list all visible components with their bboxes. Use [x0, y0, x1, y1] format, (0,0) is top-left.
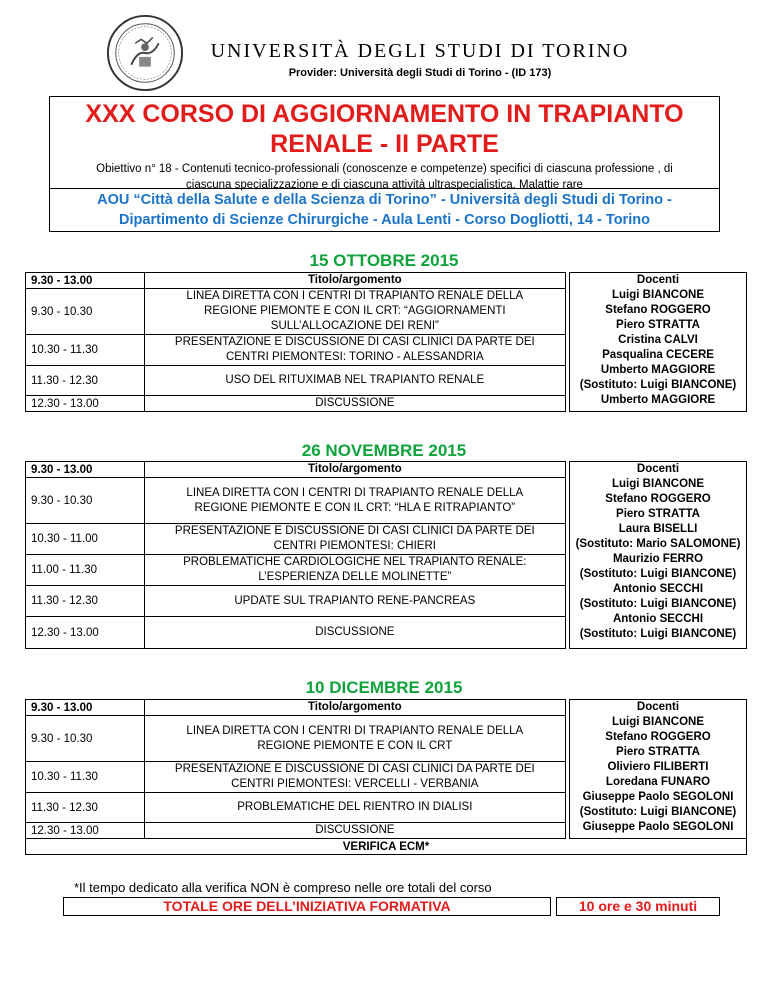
- row-topic: [144, 762, 565, 793]
- topic-line: L’ESPERIENZA DELLE MOLINETTE”: [258, 571, 452, 583]
- row-time: 10.30 - 11.30: [26, 762, 145, 793]
- topic-line: LINEA DIRETTA CON I CENTRI DI TRAPIANTO RENALE DELLA: [186, 486, 524, 499]
- topic-line: CENTRI PIEMONTESI: CHIERI: [273, 540, 436, 552]
- docent-name: Laura BISELLI: [618, 523, 698, 535]
- objective-line2: ciascuna specializzazione e di ciascuna attività ultraspecialistica. Malattie rare: [186, 179, 583, 191]
- topic-line: UPDATE SUL TRAPIANTO RENE-PANCREAS: [234, 594, 476, 607]
- row-time: 9.30 - 10.30: [26, 289, 145, 335]
- row-time: 9.30 - 10.30: [26, 716, 145, 762]
- course-location: [49, 188, 720, 232]
- row-time: 10.30 - 11.00: [26, 524, 145, 555]
- total-hours-label: TOTALE ORE DELL’INIZIATIVA FORMATIVA: [63, 897, 551, 916]
- header-docents: Docenti: [636, 463, 680, 475]
- provider-line: Provider: Università degli Studi di Torino - (ID 173): [288, 67, 552, 79]
- row-time: 12.30 - 13.00: [26, 396, 145, 412]
- header-topic: Titolo/argomento: [144, 462, 565, 478]
- objective-line1: Obiettivo n° 18 - Contenuti tecnico-professionali (conoscenze e competenze) specifici di ciascuna professione , di: [96, 163, 673, 175]
- docent-name: Stefano ROGGERO: [605, 731, 711, 743]
- docent-name: Piero STRATTA: [616, 319, 700, 331]
- topic-line: DISCUSSIONE: [315, 824, 395, 836]
- topic-line: DISCUSSIONE: [315, 397, 395, 409]
- docent-name: (Sostituto: Luigi BIANCONE): [579, 568, 737, 580]
- header-topic: Titolo/argomento: [144, 700, 565, 716]
- docent-name: (Sostituto: Luigi BIANCONE): [579, 379, 737, 391]
- table-header-row: [26, 273, 747, 289]
- course-title-line1: XXX CORSO DI AGGIORNAMENTO IN TRAPIANTO: [85, 100, 684, 128]
- topic-line: CENTRI PIEMONTESI: VERCELLI - VERBANIA: [231, 778, 479, 790]
- header-time: 9.30 - 13.00: [26, 462, 145, 478]
- docent-name: Antonio SECCHI: [612, 613, 704, 625]
- docent-name: Luigi BIANCONE: [612, 716, 704, 728]
- row-topic: [144, 716, 565, 762]
- docent-name: Pasqualina CECERE: [602, 349, 714, 361]
- docent-name: Giuseppe Paolo SEGOLONI: [582, 791, 734, 803]
- docent-name: Luigi BIANCONE: [612, 289, 704, 301]
- docent-name: Stefano ROGGERO: [605, 493, 711, 505]
- docent-name: Antonio SECCHI: [612, 583, 704, 595]
- verifica-row: [26, 839, 747, 855]
- docents-cell: [570, 462, 747, 649]
- docent-name: Stefano ROGGERO: [605, 304, 711, 316]
- topic-line: USO DEL RITUXIMAB NEL TRAPIANTO RENALE: [225, 374, 485, 386]
- row-topic: [144, 366, 565, 396]
- row-time: 11.30 - 12.30: [26, 366, 145, 396]
- topic-line: PRESENTAZIONE E DISCUSSIONE DI CASI CLINICI DA PARTE DEI: [174, 763, 535, 775]
- topic-line: CENTRI PIEMONTESI: TORINO - ALESSANDRIA: [225, 351, 484, 363]
- university-name: UNIVERSITÀ DEGLI STUDI DI TORINO: [210, 40, 630, 62]
- row-time: 10.30 - 11.30: [26, 335, 145, 366]
- topic-line: PRESENTAZIONE E DISCUSSIONE DI CASI CLINICI DA PARTE DEI: [174, 525, 535, 537]
- docent-name: Piero STRATTA: [616, 746, 700, 758]
- location-line2: Dipartimento di Scienze Chirurgiche - Aula Lenti - Corso Dogliotti, 14 - Torino: [119, 212, 650, 228]
- session-date: 15 OTTOBRE 2015: [309, 251, 459, 270]
- row-time: 11.30 - 12.30: [26, 586, 145, 617]
- footnote: *Il tempo dedicato alla verifica NON è compreso nelle ore totali del corso: [74, 880, 492, 895]
- topic-line: LINEA DIRETTA CON I CENTRI DI TRAPIANTO RENALE DELLA: [186, 290, 524, 302]
- docent-name: Giuseppe Paolo SEGOLONI: [582, 821, 734, 833]
- docent-name: (Sostituto: Luigi BIANCONE): [579, 598, 737, 610]
- topic-line: PRESENTAZIONE E DISCUSSIONE DI CASI CLINICI DA PARTE DEI: [174, 336, 535, 348]
- docent-name: Umberto MAGGIORE: [600, 364, 716, 376]
- row-time: 12.30 - 13.00: [26, 823, 145, 839]
- docent-name: Luigi BIANCONE: [612, 478, 704, 490]
- schedule-table: [25, 699, 747, 855]
- docent-name: Loredana FUNARO: [605, 776, 711, 788]
- row-topic: [144, 586, 565, 617]
- row-topic: [144, 617, 565, 649]
- table-header-row: [26, 462, 747, 478]
- header-time: 9.30 - 13.00: [26, 273, 145, 289]
- location-line1: AOU “Città della Salute e della Scienza di Torino” - Università degli Studi di Torino -: [97, 192, 672, 208]
- topic-line: LINEA DIRETTA CON I CENTRI DI TRAPIANTO RENALE DELLA: [186, 724, 524, 737]
- docent-name: (Sostituto: Luigi BIANCONE): [579, 628, 737, 640]
- header-docents: Docenti: [636, 701, 680, 713]
- row-topic: [144, 289, 565, 335]
- topic-line: REGIONE PIEMONTE E CON IL CRT: “HLA E RITRAPIANTO”: [194, 501, 516, 514]
- docent-name: Cristina CALVI: [618, 334, 698, 346]
- topic-line: PROBLEMATICHE DEL RIENTRO IN DIALISI: [237, 801, 473, 813]
- topic-line: PROBLEMATICHE CARDIOLOGICHE NEL TRAPIANTO RENALE:: [183, 556, 527, 568]
- row-topic: [144, 555, 565, 586]
- docents-cell: [570, 273, 747, 412]
- row-topic: [144, 478, 565, 524]
- row-topic: [144, 335, 565, 366]
- course-title-line2: RENALE - II PARTE: [270, 130, 499, 158]
- row-topic: [144, 823, 565, 839]
- row-time: 12.30 - 13.00: [26, 617, 145, 649]
- topic-line: REGIONE PIEMONTE E CON IL CRT: “AGGIORNAMENTI: [204, 305, 506, 317]
- schedule-table: [25, 461, 747, 649]
- university-seal-icon: [106, 14, 184, 92]
- schedule-table: [25, 272, 747, 412]
- docent-name: Oliviero FILIBERTI: [607, 761, 709, 773]
- row-topic: [144, 396, 565, 412]
- header-docents: Docenti: [636, 274, 680, 286]
- topic-line: SULL’ALLOCAZIONE DEI RENI”: [270, 320, 439, 332]
- topic-line: REGIONE PIEMONTE E CON IL CRT: [257, 739, 453, 752]
- docent-name: Maurizio FERRO: [612, 553, 704, 565]
- session-date: 26 NOVEMBRE 2015: [301, 441, 467, 460]
- docent-name: Umberto MAGGIORE: [600, 394, 716, 406]
- docent-name: Piero STRATTA: [616, 508, 700, 520]
- row-topic: [144, 524, 565, 555]
- docents-cell: [570, 700, 747, 839]
- row-topic: [144, 793, 565, 823]
- docent-name: (Sostituto: Mario SALOMONE): [575, 538, 741, 550]
- header-topic: Titolo/argomento: [144, 273, 565, 289]
- row-time: 11.30 - 12.30: [26, 793, 145, 823]
- verifica-ecm: VERIFICA ECM*: [26, 839, 747, 855]
- row-time: 11.00 - 11.30: [26, 555, 145, 586]
- header-time: 9.30 - 13.00: [26, 700, 145, 716]
- topic-line: DISCUSSIONE: [315, 626, 395, 638]
- docent-name: (Sostituto: Luigi BIANCONE): [579, 806, 737, 818]
- row-time: 9.30 - 10.30: [26, 478, 145, 524]
- session-date: 10 DICEMBRE 2015: [305, 678, 463, 697]
- table-header-row: [26, 700, 747, 716]
- total-hours-value: 10 ore e 30 minuti: [556, 897, 720, 916]
